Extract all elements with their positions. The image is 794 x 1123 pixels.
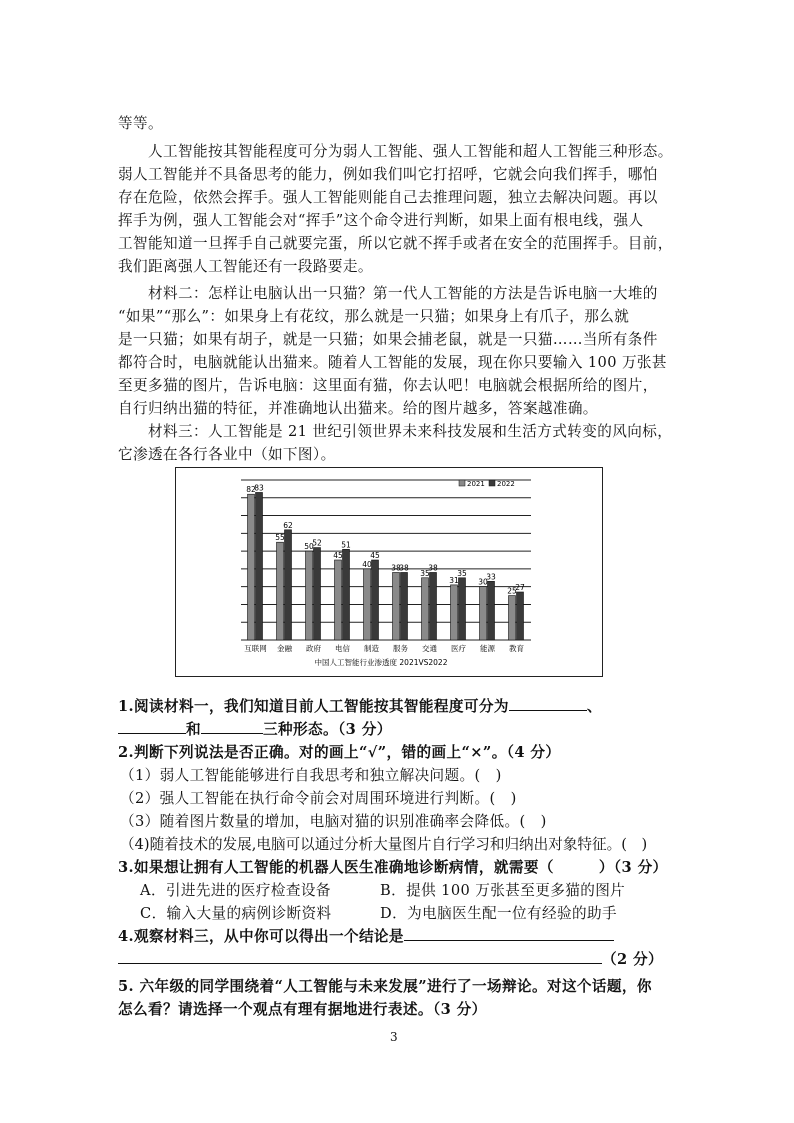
question-4-text: 4.观察材料三，从中你可以得出一个结论是: [118, 928, 404, 945]
passage-line: 弱人工智能并不具备思考的能力，例如我们叫它打招呼，它就会向我们挥手，哪怕: [118, 166, 658, 183]
option-b[interactable]: B．提供 100 万张甚至更多猫的图片: [380, 882, 626, 899]
passage-line: 材料二：怎样让电脑认出一只猫？第一代人工智能的方法是告诉电脑一大堆的: [118, 285, 658, 302]
bar-2021-制造: [364, 569, 371, 640]
legend-label: 2021: [467, 480, 485, 488]
data-label: 38: [428, 563, 438, 573]
passage-line: 材料三：人工智能是 21 世纪引领世界未来科技发展和生活方式转变的风向标，: [118, 423, 673, 440]
bar-2022-能源: [488, 581, 495, 640]
bar-2022-制造: [372, 560, 379, 640]
chart-frame: [175, 467, 603, 677]
data-label: 35: [457, 568, 467, 578]
question-1-line1: [118, 696, 602, 718]
bar-2022-服务: [401, 572, 408, 640]
question-2-item: （3）随着图片数量的增加，电脑对猫的识别准确率会降低。( ): [120, 813, 547, 830]
answer-blank-2[interactable]: [118, 719, 186, 734]
data-label: 31: [449, 575, 459, 585]
passage-line: “如果”“那么”：如果身上有花纹，那么就是一只猫；如果身上有爪子，那么就: [118, 308, 630, 325]
answer-blank-1[interactable]: [509, 696, 587, 711]
question-4-score: （2 分）: [602, 951, 664, 968]
bar-2021-能源: [480, 587, 487, 640]
option-d[interactable]: D．为电脑医生配一位有经验的助手: [380, 905, 618, 922]
data-label: 38: [391, 563, 401, 573]
passage-line: 自行归纳出猫的特征，并准确地认出猫来。给的图片越多，答案越准确。: [118, 400, 598, 417]
passage-line: 至更多猫的图片，告诉电脑：这里面有猫，你去认吧！电脑就会根据所给的图片，: [118, 377, 658, 394]
category-label: 电信: [335, 644, 350, 653]
passage-line: 我们距离强人工智能还有一段路要走。: [118, 258, 373, 275]
data-label: 55: [275, 533, 285, 543]
passage-line: 它渗透在各行各业中（如下图）。: [118, 446, 336, 463]
question-1-and: 和: [186, 721, 201, 738]
category-label: 医疗: [451, 644, 466, 653]
data-label: 52: [312, 538, 322, 548]
data-label: 45: [370, 551, 380, 560]
bar-2021-电信: [335, 560, 342, 640]
answer-blank-3[interactable]: [201, 719, 263, 734]
bar-2021-金融: [277, 542, 284, 640]
answer-blank-4b[interactable]: [118, 949, 602, 964]
question-2-item: （4)随着技术的发展,电脑可以通过分析大量图片自行学习和归纳出对象特征。( ): [120, 836, 648, 853]
question-2-item: （2）强人工智能在执行命令前会对周围环境进行判断。( ): [120, 790, 517, 807]
data-label: 25: [507, 586, 517, 596]
legend-swatch: [459, 480, 465, 486]
bar-2022-电信: [343, 549, 350, 640]
data-label: 40: [362, 559, 372, 569]
bar-2021-医疗: [451, 585, 458, 640]
bar-2021-交通: [422, 578, 429, 640]
question-1-sep: 、: [586, 698, 602, 715]
data-label: 83: [254, 483, 264, 493]
question-1-text: 1.阅读材料一，我们知道目前人工智能按其智能程度可分为: [118, 698, 509, 715]
category-label: 能源: [480, 644, 495, 653]
bar-2021-政府: [306, 551, 313, 640]
data-label: 33: [486, 572, 496, 582]
bar-2022-教育: [517, 592, 524, 640]
data-label: 82: [246, 485, 256, 495]
passage-line: 挥手为例，强人工智能会对“挥手”这个命令进行判断，如果上面有根电线，强人: [118, 212, 644, 229]
question-3: 3.如果想让拥有人工智能的机器人医生准确地诊断病情，就需要（ ）（3 分）: [118, 859, 668, 876]
data-label: 35: [420, 568, 430, 578]
data-label: 45: [333, 551, 343, 560]
bar-2022-交通: [430, 572, 437, 640]
bar-2022-金融: [285, 530, 292, 640]
question-4: [118, 926, 614, 948]
bar-2021-教育: [509, 596, 516, 640]
passage-line: 存在危险，依然会挥手。强人工智能则能自己去推理问题，独立去解决问题。再以: [118, 189, 658, 206]
category-label: 互联网: [244, 644, 267, 653]
question-1-tail: 三种形态。（3 分）: [263, 721, 392, 738]
bar-2022-医疗: [459, 578, 466, 640]
page-number: 3: [390, 1030, 398, 1044]
industry-penetration-chart: [176, 468, 601, 675]
legend-swatch: [489, 480, 495, 486]
bar-2022-政府: [314, 548, 321, 640]
category-label: 交通: [422, 644, 437, 653]
category-label: 教育: [509, 644, 524, 653]
passage-line: 等等。: [118, 115, 163, 132]
question-2-item: （1）弱人工智能能够进行自我思考和独立解决问题。( ): [120, 767, 502, 784]
data-label: 30: [478, 577, 488, 587]
category-label: 服务: [393, 644, 408, 653]
option-a[interactable]: A．引进先进的医疗检查设备: [140, 882, 331, 899]
data-label: 50: [304, 542, 314, 552]
category-label: 金融: [277, 644, 292, 653]
passage-line: 是一只猫；如果有胡子，就是一只猫；如果会捕老鼠，就是一只猫……当所有条件: [118, 331, 658, 348]
data-label: 27: [515, 583, 525, 592]
question-4-line2: [118, 949, 663, 971]
question-1-line2: [118, 719, 392, 741]
question-2: 2.判断下列说法是否正确。对的画上“√”，错的画上“×”。（4 分）: [118, 744, 561, 761]
bar-2021-服务: [393, 572, 400, 640]
category-label: 制造: [364, 644, 379, 653]
question-5-line1: 5. 六年级的同学围绕着“人工智能与未来发展”进行了一场辩论。对这个话题，你: [118, 978, 652, 995]
category-label: 政府: [306, 644, 321, 653]
data-label: 51: [341, 540, 351, 550]
data-label: 62: [283, 520, 293, 530]
bar-2021-互联网: [248, 494, 255, 640]
legend-label: 2022: [497, 480, 515, 488]
passage-line: 人工智能按其智能程度可分为弱人工智能、强人工智能和超人工智能三种形态。: [118, 143, 673, 160]
question-5-line2: 怎么看？请选择一个观点有理有据地进行表述。（3 分）: [118, 1001, 487, 1018]
passage-line: 都符合时，电脑就能认出猫来。随着人工智能的发展，现在你只要输入 100 万张甚: [118, 354, 667, 371]
bar-2022-互联网: [256, 492, 263, 640]
chart-title: 中国人工智能行业渗透度 2021VS2022: [314, 658, 448, 667]
answer-blank-4a[interactable]: [404, 926, 614, 941]
data-label: 38: [399, 563, 409, 573]
passage-line: 工智能知道一旦挥手自己就要完蛋，所以它就不挥手或者在安全的范围挥手。目前，: [118, 235, 673, 252]
option-c[interactable]: C．输入大量的病例诊断资料: [140, 905, 332, 922]
